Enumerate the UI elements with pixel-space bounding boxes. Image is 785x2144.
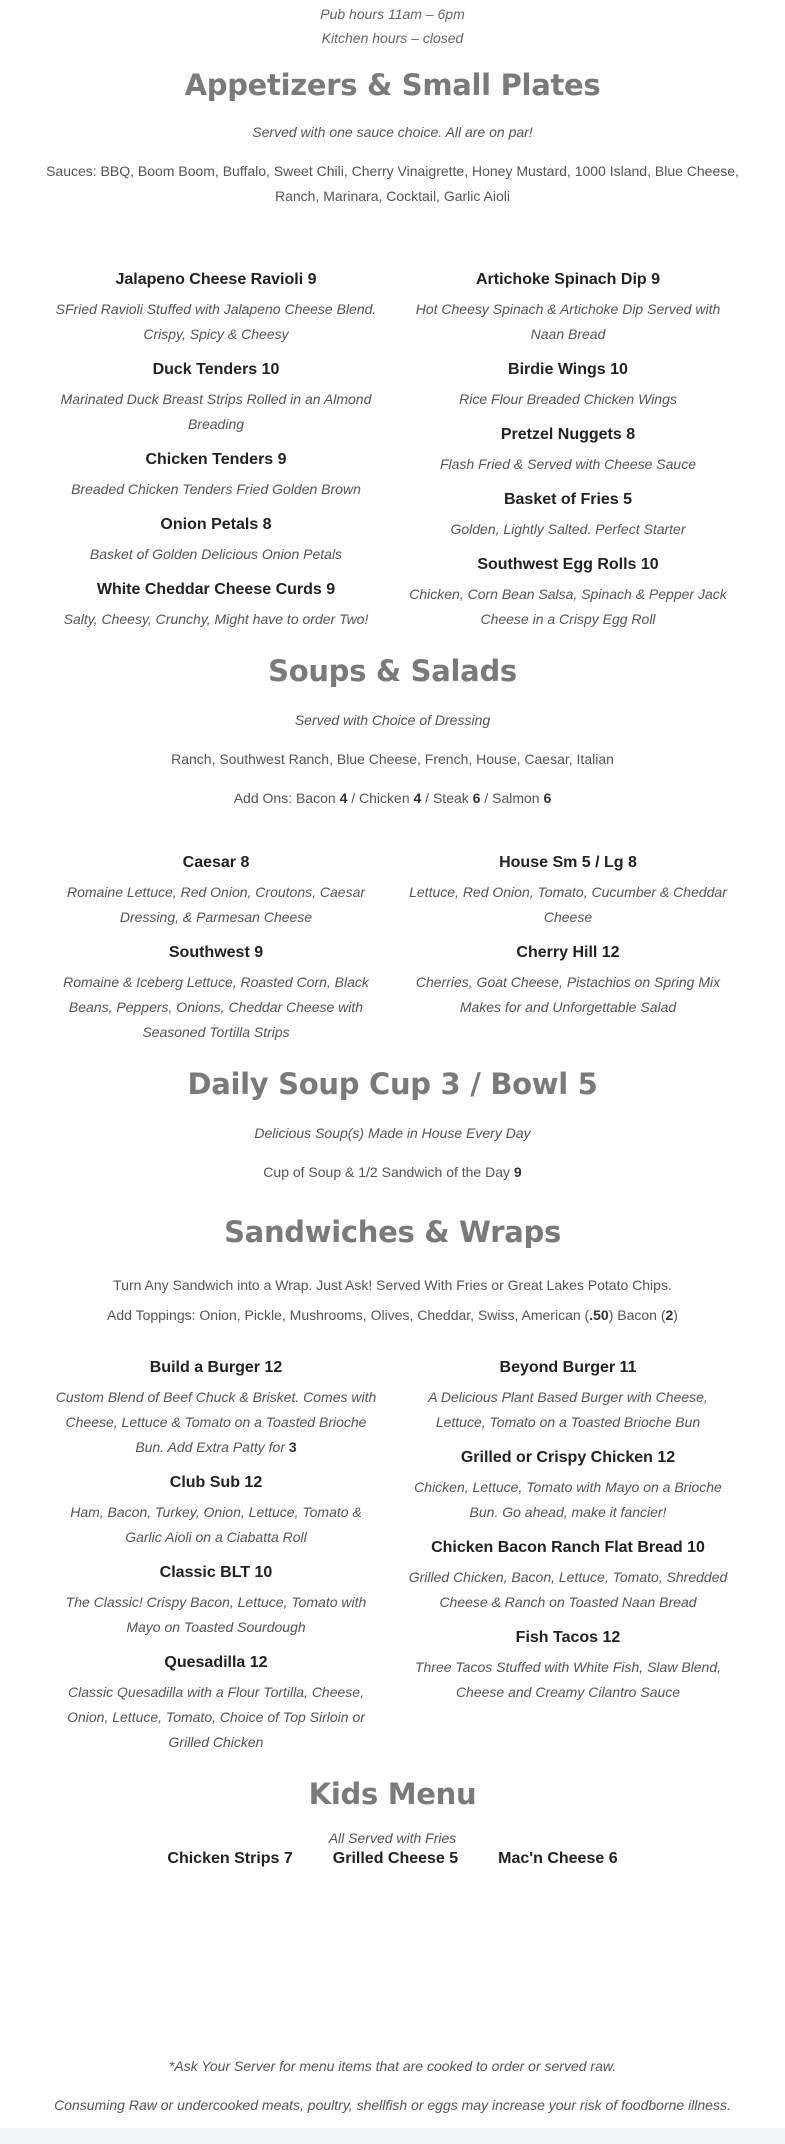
server-note: *Ask Your Server for menu items that are cooked to order or served raw. <box>168 2058 617 2074</box>
hours-block <box>0 2 785 50</box>
item-name: Classic BLT 10 <box>159 1564 273 1581</box>
item-name: Onion Petals 8 <box>160 516 272 533</box>
sauces-line-1: Sauces: BBQ, Boom Boom, Buffalo, Sweet Chili, Cherry Vinaigrette, Honey Mustard, 1000 Island, Blue Cheese, <box>46 163 739 179</box>
item-name: Grilled or Crispy Chicken 12 <box>460 1449 676 1466</box>
sandwiches-title: Sandwiches & Wraps <box>224 1215 561 1249</box>
appetizers-columns <box>40 269 745 644</box>
menu-item <box>40 579 392 632</box>
item-description: Flash Fried & Served with Cheese Sauce <box>439 456 696 472</box>
item-description: Grilled Chicken, Bacon, Lettuce, Tomato, Shredded Cheese & Ranch on Toasted Naan Bread <box>408 1569 728 1610</box>
menu-item <box>40 852 392 930</box>
kitchen-hours: Kitchen hours – closed <box>321 30 464 46</box>
item-name: White Cheddar Cheese Curds 9 <box>96 581 336 598</box>
item-description-text: Custom Blend of Beef Chuck & Brisket. Comes with Cheese, Lettuce & Tomato on a Toasted Brioche Bun. Add Extra Patty for <box>55 1389 377 1455</box>
item-description: Classic Quesadilla with a Flour Tortilla, Cheese, Onion, Lettuce, Tomato, Choice of Top Sirloin or Grilled Chicken <box>67 1684 365 1750</box>
salads-left-column <box>40 852 392 1057</box>
combo-text: Cup of Soup & 1/2 Sandwich of the Day <box>263 1164 514 1180</box>
bacon-price: 4 <box>339 790 348 806</box>
item-description: Chicken, Lettuce, Tomato with Mayo on a Brioche Bun. Go ahead, make it fancier! <box>414 1479 722 1520</box>
salmon-label: / Salmon <box>480 790 544 806</box>
sauces-list <box>0 159 785 209</box>
extra-patty-price: 3 <box>288 1439 297 1455</box>
item-name: House Sm 5 / Lg 8 <box>499 854 637 871</box>
steak-price: 6 <box>472 790 481 806</box>
menu-item <box>392 1357 744 1435</box>
soup-sandwich-combo <box>0 1160 785 1185</box>
item-name: Duck Tenders 10 <box>152 361 280 378</box>
appetizers-subtitle: Served with one sauce choice. All are on par! <box>252 124 533 140</box>
menu-item <box>392 1537 744 1615</box>
item-description: Rice Flour Breaded Chicken Wings <box>459 391 677 407</box>
item-description: Chicken, Corn Bean Salsa, Spinach & Pepper Jack Cheese in a Crispy Egg Roll <box>409 586 727 627</box>
chicken-price: 4 <box>413 790 422 806</box>
toppings-line <box>0 1303 785 1328</box>
item-description: Three Tacos Stuffed with White Fish, Slaw Blend, Cheese and Creamy Cilantro Sauce <box>414 1659 722 1700</box>
footer-band <box>0 2128 785 2144</box>
item-name: Birdie Wings 10 <box>508 361 628 378</box>
menu-item <box>392 554 744 632</box>
item-name: Jalapeno Cheese Ravioli 9 <box>115 271 317 288</box>
toppings-prefix: Add Toppings: Onion, Pickle, Mushrooms, Olives, Cheddar, Swiss, American ( <box>107 1307 590 1323</box>
sandwiches-right-column <box>392 1357 744 1767</box>
item-name: Fish Tacos 12 <box>515 1629 621 1646</box>
sauces-line-2: Ranch, Marinara, Cocktail, Garlic Aioli <box>275 188 510 204</box>
menu-item <box>392 942 744 1020</box>
toppings-price: .50 <box>589 1307 609 1323</box>
menu-item <box>392 1447 744 1525</box>
chicken-label: / Chicken <box>347 790 414 806</box>
menu-item <box>40 449 392 502</box>
item-description: Salty, Cheesy, Crunchy, Might have to order Two! <box>63 611 369 627</box>
item-name: Southwest Egg Rolls 10 <box>477 556 659 573</box>
sandwiches-left-column <box>40 1357 392 1767</box>
steak-label: / Steak <box>421 790 473 806</box>
menu-item <box>40 359 392 437</box>
item-name: Beyond Burger 11 <box>499 1359 637 1376</box>
menu-item <box>40 942 392 1045</box>
menu-item <box>40 514 392 567</box>
kids-menu-subtitle: All Served with Fries <box>328 1830 457 1846</box>
item-description: Lettuce, Red Onion, Tomato, Cucumber & Cheddar Cheese <box>409 884 727 925</box>
menu-item <box>40 269 392 347</box>
soups-salads-title: Soups & Salads <box>268 654 517 688</box>
item-description <box>40 1385 392 1460</box>
item-name: Basket of Fries 5 <box>503 491 633 508</box>
menu-item <box>392 489 744 542</box>
menu-item <box>392 269 744 347</box>
item-name: Build a Burger 12 <box>149 1359 283 1376</box>
item-name: Artichoke Spinach Dip 9 <box>475 271 661 288</box>
item-name: Club Sub 12 <box>169 1474 263 1491</box>
item-description: Golden, Lightly Salted. Perfect Starter <box>450 521 686 537</box>
item-description: SFried Ravioli Stuffed with Jalapeno Cheese Blend. Crispy, Spicy & Cheesy <box>55 301 377 342</box>
wrap-note: Turn Any Sandwich into a Wrap. Just Ask! Served With Fries or Great Lakes Potato Chips. <box>113 1277 672 1293</box>
item-name: Southwest 9 <box>168 944 264 961</box>
item-name: Pretzel Nuggets 8 <box>500 426 636 443</box>
kids-items <box>0 1850 785 1868</box>
item-description: Romaine Lettuce, Red Onion, Croutons, Caesar Dressing, & Parmesan Cheese <box>66 884 366 925</box>
item-description: The Classic! Crispy Bacon, Lettuce, Tomato with Mayo on Toasted Sourdough <box>65 1594 367 1635</box>
appetizers-title: Appetizers & Small Plates <box>184 68 601 102</box>
menu-item <box>392 852 744 930</box>
salmon-price: 6 <box>543 790 552 806</box>
bacon-topping-price: 2 <box>665 1307 674 1323</box>
addons-prefix: Add Ons: Bacon <box>233 790 340 806</box>
item-description: A Delicious Plant Based Burger with Cheese, Lettuce, Tomato on a Toasted Brioche Bun <box>428 1389 708 1430</box>
kids-menu-title: Kids Menu <box>308 1777 477 1811</box>
toppings-suffix: ) <box>673 1307 678 1323</box>
menu-item <box>40 1652 392 1755</box>
menu-item <box>40 1357 392 1460</box>
kids-item: Chicken Strips 7 <box>167 1850 293 1867</box>
combo-price: 9 <box>513 1164 522 1180</box>
item-description: Cherries, Goat Cheese, Pistachios on Spring Mix Makes for and Unforgettable Salad <box>415 974 721 1015</box>
item-description: Hot Cheesy Spinach & Artichoke Dip Served with Naan Bread <box>415 301 721 342</box>
item-name: Chicken Bacon Ranch Flat Bread 10 <box>431 1539 705 1556</box>
item-name: Quesadilla 12 <box>164 1654 268 1671</box>
item-description: Romaine & Iceberg Lettuce, Roasted Corn, Black Beans, Peppers, Onions, Cheddar Cheese with Seasoned Tortilla Strips <box>63 974 369 1040</box>
health-warning: Consuming Raw or undercooked meats, poultry, shellfish or eggs may increase your risk of foodborne illness. <box>54 2097 731 2113</box>
appetizers-right-column <box>392 269 744 644</box>
sandwiches-columns <box>40 1357 745 1767</box>
item-name: Caesar 8 <box>182 854 250 871</box>
toppings-mid: ) Bacon ( <box>608 1307 666 1323</box>
menu-item <box>40 1472 392 1550</box>
item-name: Cherry Hill 12 <box>516 944 620 961</box>
item-name: Chicken Tenders 9 <box>145 451 287 468</box>
soups-salads-subtitle: Served with Choice of Dressing <box>294 712 491 728</box>
pub-hours: Pub hours 11am – 6pm <box>320 6 465 22</box>
kids-item: Grilled Cheese 5 <box>332 1850 459 1867</box>
menu-item <box>392 359 744 412</box>
menu-item <box>40 1562 392 1640</box>
appetizers-left-column <box>40 269 392 644</box>
item-description: Basket of Golden Delicious Onion Petals <box>89 546 343 562</box>
daily-soup-title: Daily Soup Cup 3 / Bowl 5 <box>187 1067 598 1101</box>
menu-item <box>392 424 744 477</box>
salad-addons <box>0 786 785 811</box>
menu-item <box>392 1627 744 1705</box>
item-description: Marinated Duck Breast Strips Rolled in an Almond Breading <box>60 391 372 432</box>
dressings-list: Ranch, Southwest Ranch, Blue Cheese, French, House, Caesar, Italian <box>171 751 614 767</box>
kids-item: Mac'n Cheese 6 <box>498 1850 618 1867</box>
item-description: Ham, Bacon, Turkey, Onion, Lettuce, Tomato & Garlic Aioli on a Ciabatta Roll <box>70 1504 362 1545</box>
salads-columns <box>40 852 745 1057</box>
salads-right-column <box>392 852 744 1057</box>
item-description: Breaded Chicken Tenders Fried Golden Brown <box>71 481 361 497</box>
daily-soup-subtitle: Delicious Soup(s) Made in House Every Day <box>254 1125 531 1141</box>
